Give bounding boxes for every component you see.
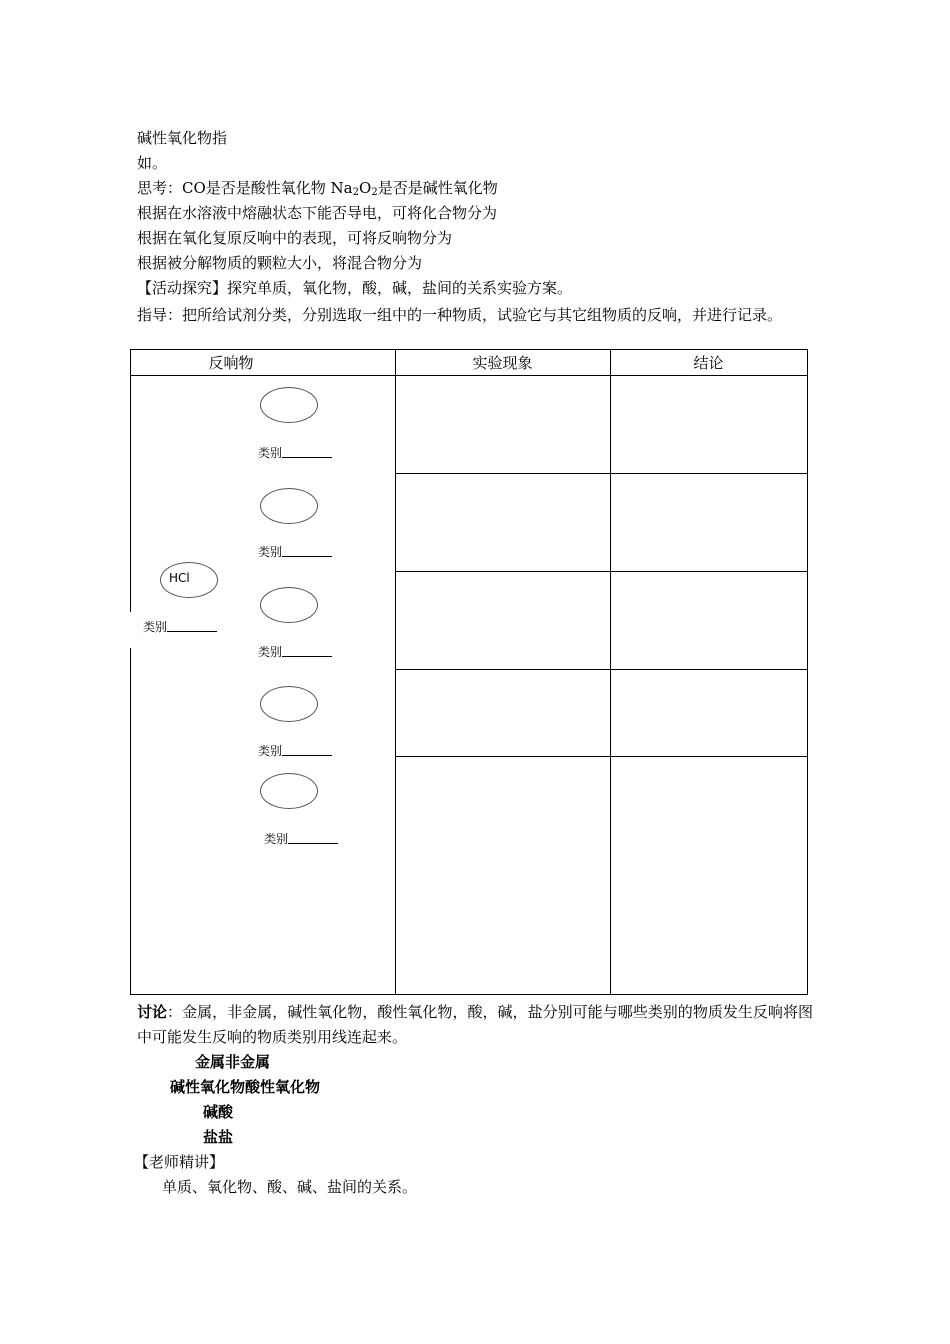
activity-explore: 【活动探究】探究单质，氧化物，酸，碱，盐间的关系实验方案。 [137, 279, 573, 297]
border-gap [130, 612, 131, 648]
row-divider [395, 669, 807, 670]
pair-salt-salt: 盐盐 [203, 1128, 234, 1146]
category-blank-3: 类别 [258, 643, 332, 660]
pair-metal-nonmetal: 金属非金属 [195, 1053, 271, 1071]
experiment-table [130, 349, 808, 995]
category-blank-5: 类别 [264, 830, 338, 847]
classification-particle-size: 根据被分解物质的颗粒大小，将混合物分为 [137, 254, 423, 272]
teacher-heading: 【老师精讲】 [134, 1153, 225, 1171]
think-question [137, 178, 498, 203]
header-reactant: 反响物 [208, 354, 254, 372]
discussion-label: 讨论 [137, 1003, 168, 1021]
row-divider [395, 571, 807, 572]
hcl-label: HCl [169, 571, 190, 585]
think-text-b: O [359, 179, 372, 197]
hcl-oval [160, 562, 218, 598]
header-conclusion: 结论 [693, 354, 724, 372]
teacher-text: 单质、氧化物、酸、碱、盐间的关系。 [162, 1178, 418, 1196]
reagent-oval-1 [260, 387, 318, 423]
reagent-oval-4 [260, 686, 318, 722]
category-blank-1: 类别 [258, 444, 332, 461]
reagent-oval-2 [260, 488, 318, 524]
discussion-paragraph [137, 1000, 813, 1050]
classification-redox: 根据在氧化复原反响中的表现，可将反响物分为 [137, 229, 453, 247]
row-divider [395, 756, 807, 757]
example-line: 如。 [137, 154, 168, 172]
pair-oxides: 碱性氧化物酸性氧化物 [170, 1078, 321, 1096]
column-divider [610, 350, 611, 994]
header-divider [131, 375, 807, 376]
category-blank-2: 类别 [258, 543, 332, 560]
reagent-oval-5 [260, 773, 318, 809]
reagent-oval-3 [260, 587, 318, 623]
column-divider [395, 350, 396, 994]
subscript-2: 2 [371, 187, 378, 198]
pair-base-acid: 碱酸 [203, 1103, 234, 1121]
think-text-a: 思考：CO是否是酸性氧化物 Na [137, 179, 353, 197]
row-divider [395, 473, 807, 474]
subscript-1: 2 [352, 187, 359, 198]
classification-conductivity: 根据在水溶液中熔融状态下能否导电，可将化合物分为 [137, 204, 498, 222]
think-text-c: 是否是碱性氧化物 [377, 179, 498, 197]
guidance-text: 指导：把所给试剂分类，分别选取一组中的一种物质，试验它与其它组物质的反响，并进行记录。 [137, 306, 783, 324]
header-phenomenon: 实验现象 [472, 354, 533, 372]
hcl-category: 类别 [143, 618, 217, 635]
discussion-text: ：金属，非金属，碱性氧化物，酸性氧化物，酸，碱，盐分别可能与哪些类别的物质发生反响将图中可能发生反响的物质类别用线连起来。 [137, 1003, 813, 1046]
definition-basic-oxide: 碱性氧化物指 [137, 129, 228, 147]
category-blank-4: 类别 [258, 742, 332, 759]
